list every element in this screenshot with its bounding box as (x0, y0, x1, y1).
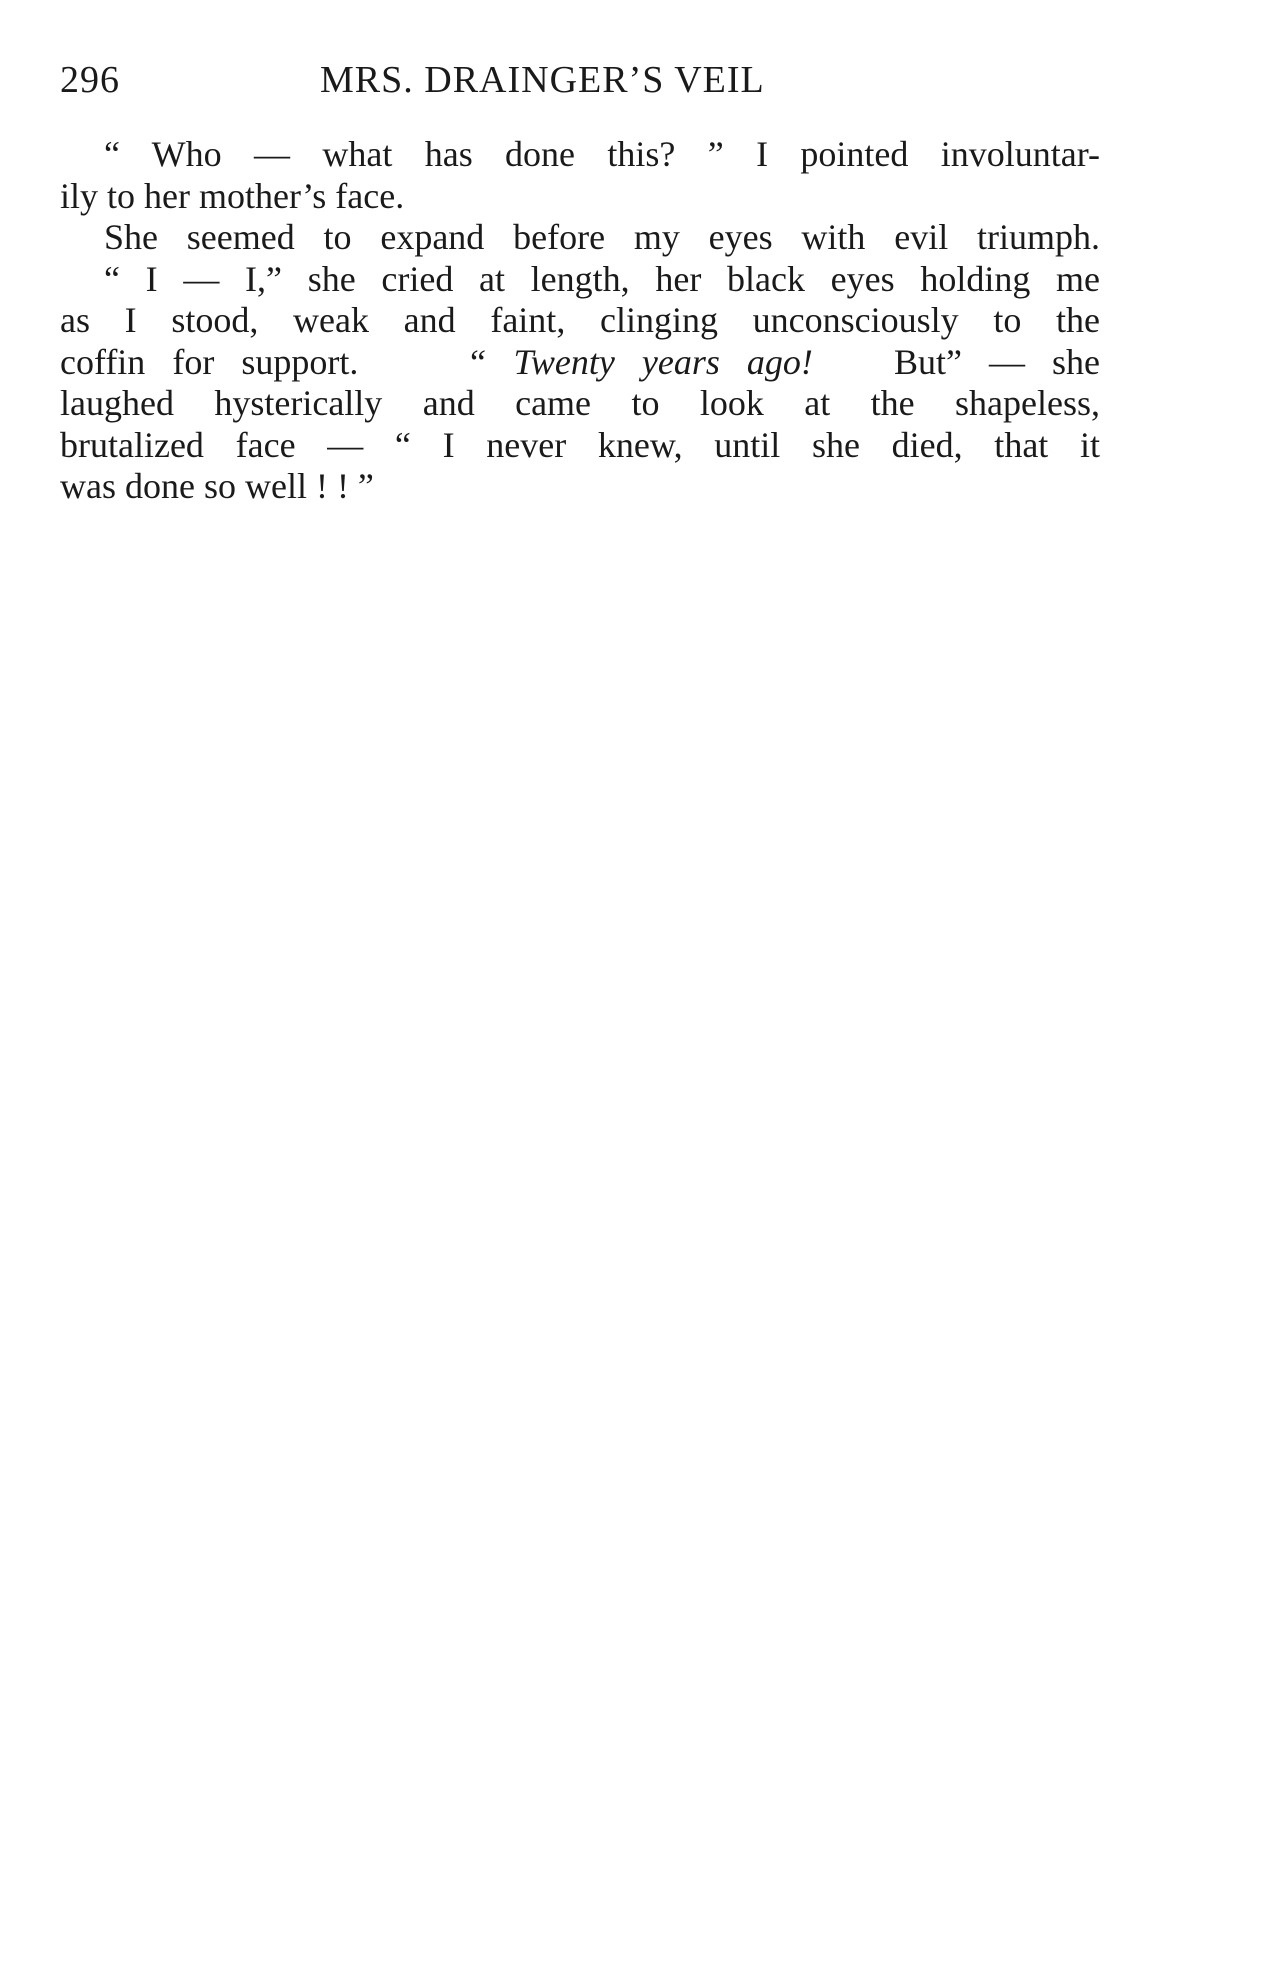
text-fragment: But” — she (893, 341, 1101, 382)
italic-quote: “ Twenty years ago! (466, 341, 813, 382)
text-line: “ Who — what has done this? ” I pointed involuntar- (104, 134, 1100, 174)
text-line: was done so well ! ! ” (60, 466, 374, 506)
text-line: ily to her mother’s face. (60, 175, 405, 216)
running-title: MRS. DRAINGER’S VEIL (320, 59, 765, 101)
text-line: laughed hysterically and came to look at the shapeless, (60, 383, 1100, 423)
text-fragment: coffin for support. (60, 341, 359, 382)
text-line: as I stood, weak and faint, clinging unconsciously to the (60, 300, 1100, 340)
page-number: 296 (60, 59, 120, 101)
body-text (60, 134, 1100, 508)
running-head (60, 58, 1110, 108)
text-line-composite (60, 342, 1100, 384)
text-line: She seemed to expand before my eyes with evil triumph. (104, 217, 1100, 257)
text-line: “ I — I,” she cried at length, her black eyes holding me (104, 258, 1100, 299)
text-line: brutalized face — “ I never knew, until she died, that it (60, 424, 1100, 465)
